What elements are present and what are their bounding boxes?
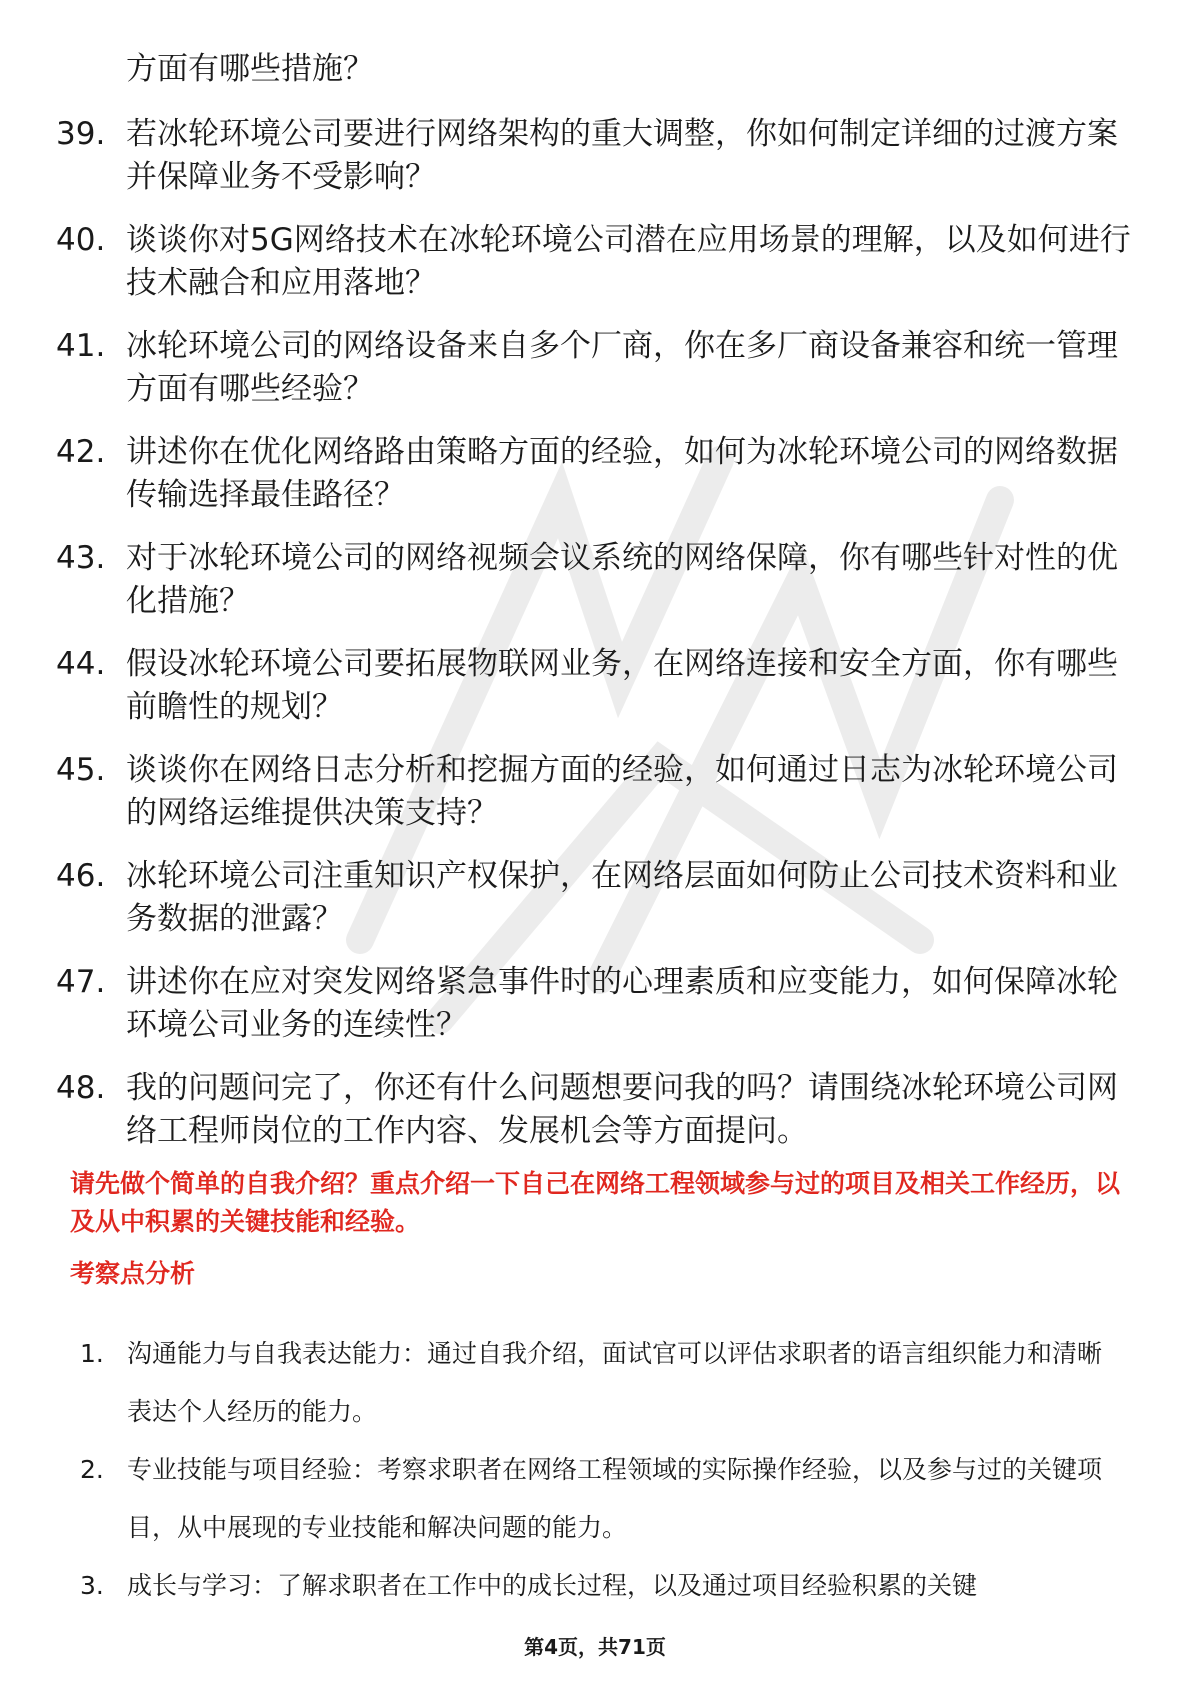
question-text: 讲述你在应对突发网络紧急事件时的心理素质和应变能力，如何保障冰轮环境公司业务的连续性？ — [126, 964, 1118, 1043]
question-text: 对于冰轮环境公司的网络视频会议系统的网络保障，你有哪些针对性的优化措施？ — [126, 540, 1118, 619]
question-item — [56, 855, 1136, 941]
analysis-item — [80, 1557, 1120, 1615]
question-text: 若冰轮环境公司要进行网络架构的重大调整，你如何制定详细的过渡方案并保障业务不受影响？ — [126, 116, 1118, 195]
question-list — [56, 48, 1136, 1173]
analysis-text: 成长与学习：了解求职者在工作中的成长过程，以及通过项目经验积累的关键 — [127, 1571, 978, 1600]
question-item — [56, 113, 1136, 199]
question-item — [56, 961, 1136, 1047]
question-item — [56, 749, 1136, 835]
question-text: 我的问题问完了，你还有什么问题想要问我的吗？请围绕冰轮环境公司网络工程师岗位的工作内容、发展机会等方面提问。 — [126, 1070, 1118, 1149]
question-item — [56, 1067, 1136, 1153]
page-footer: 第4页，共71页 — [524, 1635, 666, 1659]
question-item — [56, 219, 1136, 305]
highlight-question: 请先做个简单的自我介绍？重点介绍一下自己在网络工程领域参与过的项目及相关工作经历，以及从中积累的关键技能和经验。 — [70, 1169, 1121, 1236]
question-number: 48. — [56, 1070, 106, 1106]
question-number: 47. — [56, 964, 106, 1000]
question-text: 冰轮环境公司注重知识产权保护，在网络层面如何防止公司技术资料和业务数据的泄露？ — [126, 858, 1118, 937]
question-text: 冰轮环境公司的网络设备来自多个厂商，你在多厂商设备兼容和统一管理方面有哪些经验？ — [126, 328, 1118, 407]
question-number: 41. — [56, 328, 106, 364]
question-continuation: 方面有哪些措施？ — [126, 51, 374, 87]
question-number: 44. — [56, 646, 106, 682]
question-text: 谈谈你在网络日志分析和挖掘方面的经验，如何通过日志为冰轮环境公司的网络运维提供决策支持？ — [126, 752, 1118, 831]
analysis-text: 专业技能与项目经验：考察求职者在网络工程领域的实际操作经验，以及参与过的关键项目，从中展现的专业技能和解决问题的能力。 — [127, 1455, 1103, 1542]
question-item — [56, 325, 1136, 411]
analysis-item — [80, 1325, 1120, 1441]
question-item — [56, 537, 1136, 623]
question-item — [56, 431, 1136, 517]
question-number: 40. — [56, 222, 106, 258]
analysis-item — [80, 1441, 1120, 1557]
analysis-text: 沟通能力与自我表达能力：通过自我介绍，面试官可以评估求职者的语言组织能力和清晰表达个人经历的能力。 — [127, 1339, 1103, 1426]
question-number: 46. — [56, 858, 106, 894]
question-number: 39. — [56, 116, 106, 152]
question-number: 45. — [56, 752, 106, 788]
question-number: 42. — [56, 434, 106, 470]
question-item — [56, 643, 1136, 729]
question-number: 43. — [56, 540, 106, 576]
question-text: 假设冰轮环境公司要拓展物联网业务，在网络连接和安全方面，你有哪些前瞻性的规划？ — [126, 646, 1118, 725]
analysis-number: 1. — [80, 1339, 104, 1368]
analysis-heading: 考察点分析 — [70, 1259, 196, 1288]
question-text: 讲述你在优化网络路由策略方面的经验，如何为冰轮环境公司的网络数据传输选择最佳路径？ — [126, 434, 1118, 513]
analysis-number: 3. — [80, 1571, 104, 1600]
analysis-list — [80, 1325, 1120, 1615]
analysis-number: 2. — [80, 1455, 104, 1484]
question-text: 谈谈你对5G网络技术在冰轮环境公司潜在应用场景的理解，以及如何进行技术融合和应用落地？ — [126, 222, 1131, 301]
